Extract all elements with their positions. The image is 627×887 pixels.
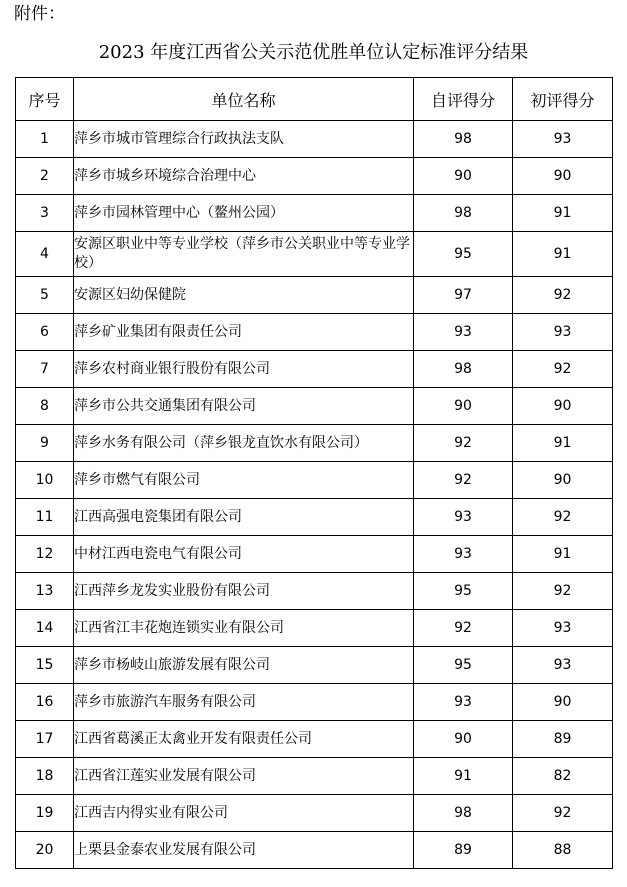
unit-name: 江西萍乡龙发实业股份有限公司 xyxy=(74,573,414,610)
initial-score: 92 xyxy=(513,277,613,314)
self-score: 92 xyxy=(414,462,513,499)
row-index: 3 xyxy=(16,195,74,232)
unit-name: 萍乡市杨岐山旅游发展有限公司 xyxy=(74,647,414,684)
initial-score: 90 xyxy=(513,158,613,195)
initial-score: 90 xyxy=(513,462,613,499)
initial-score: 90 xyxy=(513,388,613,425)
unit-name: 萍乡市公共交通集团有限公司 xyxy=(74,388,414,425)
row-index: 8 xyxy=(16,388,74,425)
self-score: 98 xyxy=(414,351,513,388)
initial-score: 82 xyxy=(513,758,613,795)
initial-score: 89 xyxy=(513,721,613,758)
table-row xyxy=(16,832,613,869)
row-index: 16 xyxy=(16,684,74,721)
self-score: 93 xyxy=(414,499,513,536)
table-row xyxy=(16,121,613,158)
initial-score: 93 xyxy=(513,647,613,684)
row-index: 14 xyxy=(16,610,74,647)
initial-score: 92 xyxy=(513,795,613,832)
row-index: 19 xyxy=(16,795,74,832)
unit-name: 安源区妇幼保健院 xyxy=(74,277,414,314)
unit-name: 上栗县金泰农业发展有限公司 xyxy=(74,832,414,869)
row-index: 6 xyxy=(16,314,74,351)
table-row xyxy=(16,795,613,832)
column-header-self-score: 自评得分 xyxy=(414,78,513,121)
table-row xyxy=(16,425,613,462)
table-row xyxy=(16,232,613,277)
table-body xyxy=(16,121,613,869)
table-row xyxy=(16,610,613,647)
table-row xyxy=(16,573,613,610)
table-header xyxy=(16,78,613,121)
row-index: 18 xyxy=(16,758,74,795)
row-index: 7 xyxy=(16,351,74,388)
row-index: 5 xyxy=(16,277,74,314)
initial-score: 90 xyxy=(513,684,613,721)
initial-score: 91 xyxy=(513,195,613,232)
row-index: 1 xyxy=(16,121,74,158)
initial-score: 93 xyxy=(513,121,613,158)
unit-name: 中材江西电瓷电气有限公司 xyxy=(74,536,414,573)
unit-name: 江西吉内得实业有限公司 xyxy=(74,795,414,832)
header-row xyxy=(16,78,613,121)
unit-name: 萍乡市旅游汽车服务有限公司 xyxy=(74,684,414,721)
self-score: 92 xyxy=(414,610,513,647)
initial-score: 91 xyxy=(513,536,613,573)
row-index: 11 xyxy=(16,499,74,536)
initial-score: 92 xyxy=(513,351,613,388)
self-score: 95 xyxy=(414,232,513,277)
score-table xyxy=(15,77,613,869)
self-score: 90 xyxy=(414,388,513,425)
unit-name: 萍乡水务有限公司（萍乡银龙直饮水有限公司） xyxy=(74,425,414,462)
unit-name: 江西省江莲实业发展有限公司 xyxy=(74,758,414,795)
unit-name: 江西高强电瓷集团有限公司 xyxy=(74,499,414,536)
row-index: 13 xyxy=(16,573,74,610)
unit-name: 萍乡市城市管理综合行政执法支队 xyxy=(74,121,414,158)
row-index: 9 xyxy=(16,425,74,462)
document-title: 2023 年度江西省公关示范优胜单位认定标准评分结果 xyxy=(98,42,529,63)
attachment-label: 附件： xyxy=(14,4,65,24)
initial-score: 92 xyxy=(513,499,613,536)
column-header-unit-name: 单位名称 xyxy=(74,78,414,121)
row-index: 17 xyxy=(16,721,74,758)
unit-name: 萍乡矿业集团有限责任公司 xyxy=(74,314,414,351)
table-row xyxy=(16,195,613,232)
table-row xyxy=(16,499,613,536)
initial-score: 92 xyxy=(513,573,613,610)
row-index: 2 xyxy=(16,158,74,195)
row-index: 10 xyxy=(16,462,74,499)
self-score: 95 xyxy=(414,647,513,684)
initial-score: 88 xyxy=(513,832,613,869)
self-score: 92 xyxy=(414,425,513,462)
self-score: 91 xyxy=(414,758,513,795)
unit-name: 萍乡市城乡环境综合治理中心 xyxy=(74,158,414,195)
column-header-initial-score: 初评得分 xyxy=(513,78,613,121)
row-index: 20 xyxy=(16,832,74,869)
unit-name: 萍乡农村商业银行股份有限公司 xyxy=(74,351,414,388)
table-row xyxy=(16,462,613,499)
self-score: 90 xyxy=(414,721,513,758)
self-score: 98 xyxy=(414,121,513,158)
initial-score: 93 xyxy=(513,314,613,351)
table-row xyxy=(16,536,613,573)
table-row xyxy=(16,388,613,425)
self-score: 98 xyxy=(414,195,513,232)
table-row xyxy=(16,721,613,758)
initial-score: 91 xyxy=(513,232,613,277)
self-score: 93 xyxy=(414,684,513,721)
self-score: 97 xyxy=(414,277,513,314)
self-score: 90 xyxy=(414,158,513,195)
row-index: 15 xyxy=(16,647,74,684)
initial-score: 93 xyxy=(513,610,613,647)
self-score: 95 xyxy=(414,573,513,610)
unit-name: 江西省葛溪正太禽业开发有限责任公司 xyxy=(74,721,414,758)
self-score: 98 xyxy=(414,795,513,832)
unit-name: 萍乡市园林管理中心（鳌州公园） xyxy=(74,195,414,232)
table-row xyxy=(16,158,613,195)
table-row xyxy=(16,647,613,684)
table-row xyxy=(16,277,613,314)
unit-name: 萍乡市燃气有限公司 xyxy=(74,462,414,499)
self-score: 93 xyxy=(414,536,513,573)
table-row xyxy=(16,351,613,388)
initial-score: 91 xyxy=(513,425,613,462)
row-index: 4 xyxy=(16,232,74,277)
row-index: 12 xyxy=(16,536,74,573)
unit-name: 安源区职业中等专业学校（萍乡市公关职业中等专业学校） xyxy=(74,232,414,277)
self-score: 93 xyxy=(414,314,513,351)
self-score: 89 xyxy=(414,832,513,869)
table-row xyxy=(16,758,613,795)
table-row xyxy=(16,314,613,351)
unit-name: 江西省江丰花炮连锁实业有限公司 xyxy=(74,610,414,647)
table-row xyxy=(16,684,613,721)
column-header-index: 序号 xyxy=(16,78,74,121)
